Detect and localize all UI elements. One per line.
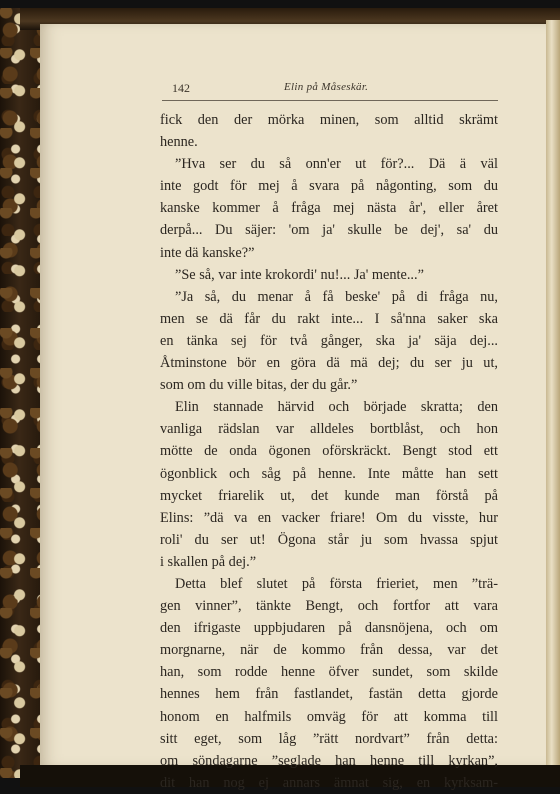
- text-line: ögonblick och såg på henne. Inte måtte han sett: [160, 465, 498, 482]
- text-line: henne.: [160, 134, 198, 151]
- running-title: Elin på Måseskär.: [284, 81, 369, 93]
- page-right-edge: [546, 20, 560, 780]
- text-line: kanske kommer å fråga mej nästa år', eller året: [160, 200, 498, 217]
- header-rule: [162, 100, 498, 101]
- text-line: inte godt för mej å svara på någonting, som du: [160, 178, 498, 195]
- text-line: en tänka sej för två gånger, ska ja' säja dej...: [160, 332, 498, 349]
- text-line: i skallen på dej.”: [160, 553, 257, 570]
- text-line: den ifrigaste uppbjudaren på dansnöjena, och om: [160, 620, 498, 637]
- text-line: gen vinner”, tänkte Bengt, och fortfor att vara: [160, 598, 498, 615]
- text-line: ”Hva ser du så onn'er ut för?... Dä ä väl: [175, 156, 498, 173]
- text-line: mycket friarelik ut, det kunde man förstå på: [160, 487, 498, 504]
- text-line: sitt eget, som låg ”rätt nordvart” från detta:: [160, 730, 498, 747]
- text-line: Åtminstone bör en göra dä mä dej; du ser ju ut,: [160, 355, 498, 372]
- text-line: om söndagarne ”seglade han henne till kyrkan”,: [160, 752, 498, 769]
- text-line: som om du ville bitas, der du går.”: [160, 377, 358, 394]
- text-line: roli' du ser ut! Ögona står ju som hvassa spjut: [160, 531, 498, 548]
- text-line: han, som rodde henne öfver sundet, som skilde: [160, 664, 498, 681]
- text-line: Elins: ”dä va en vacker friare! Om du visste, hur: [160, 509, 498, 526]
- text-line: fick den der mörka minen, som alltid skrämt: [160, 112, 498, 128]
- text-line: Detta blef slutet på första frieriet, men ”trä-: [175, 575, 498, 592]
- text-line: honom en halfmils omväg för att komma till: [160, 708, 498, 725]
- page-number: 142: [172, 81, 190, 95]
- page-header: [172, 81, 498, 99]
- text-line: inte dä kanske?”: [160, 244, 255, 261]
- text-line: men se dä får du rakt inte... I så'nna saker ska: [160, 310, 498, 327]
- text-line: vanliga rädslan var alldeles bortblåst, och hon: [160, 421, 498, 438]
- text-line: dit han nog ej annars ämnat sig, en kyrksam-: [160, 774, 498, 791]
- text-line: mötte de onda ögonen oförskräckt. Bengt stod ett: [160, 443, 498, 460]
- text-line: morgnarne, när de kommo från dessa, var det: [160, 642, 498, 659]
- text-line: ”Ja så, du menar å få beske' på di fråga nu,: [175, 288, 498, 305]
- body-text: [160, 109, 498, 794]
- text-line: Elin stannade härvid och började skratta; den: [175, 399, 498, 416]
- text-line: derpå... Du säjer: 'om ja' skulle be dej', sa' du: [160, 222, 498, 239]
- text-line: ”Se så, var inte krokordi' nu!... Ja' mente...”: [175, 266, 424, 283]
- text-line: hennes hem från fastlandet, fastän detta gjorde: [160, 686, 498, 703]
